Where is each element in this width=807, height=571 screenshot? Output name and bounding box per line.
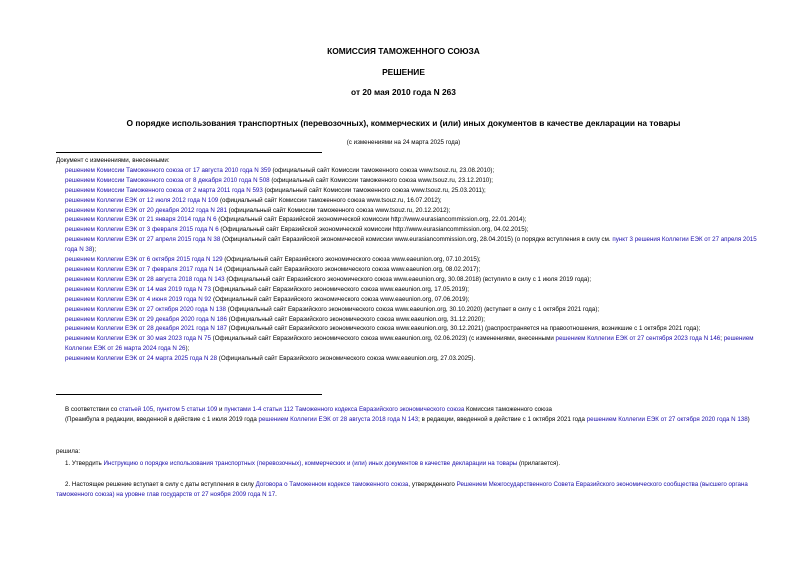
text-span: (прилагается).: [517, 460, 561, 467]
change-link[interactable]: решением Коллегии ЕЭК от 6 октября 2015 года N 129: [65, 256, 223, 264]
change-item: [56, 196, 765, 206]
change-link[interactable]: решением Коллегии ЕЭК от 29 декабря 2020 года N 186: [65, 315, 227, 323]
link-decision-138[interactable]: решением Коллегии ЕЭК от 27 октября 2020 года N 138: [586, 415, 748, 423]
link-instruction[interactable]: Инструкцию о порядке использования транспортных (перевозочных), коммерческих и (или) иных документов в качестве декларации на товары: [103, 460, 518, 467]
change-text: (Официальный сайт Евразийской экономической комиссии www.eurasiancommission.org, 28.04.2015) (о порядке вступления в силу см.: [220, 236, 613, 244]
preamble-note: [56, 415, 765, 425]
change-text: ;: [720, 335, 724, 343]
change-link[interactable]: решением Комиссии Таможенного союза от 8 декабря 2010 года N 508: [65, 176, 270, 184]
link-customs-code-treaty[interactable]: Договора о Таможенном кодексе таможенного союза: [255, 481, 409, 488]
change-text: (Официальный сайт Евразийского экономического союза www.eaeunion.org, 30.12.2021) (распространяется на правоотношения, возникшие с 1 октября 2021 года);: [226, 325, 701, 333]
change-text: (официальный сайт Комиссии таможенного союза www.tsouz.ru, 23.08.2010);: [270, 166, 495, 174]
preamble: [56, 405, 765, 425]
bottom-divider: [56, 394, 322, 395]
text-span: и: [217, 406, 225, 413]
changes-list: [56, 166, 765, 364]
change-text: (Официальный сайт Евразийского экономического союза www.eaeunion.org, 08.02.2017);: [222, 265, 481, 273]
changes-intro: Документ с изменениями, внесенными:: [56, 157, 170, 164]
change-text: (официальный сайт Комиссии таможенного союза www.tsouz.ru, 25.03.2011);: [262, 186, 486, 194]
change-text: );: [185, 345, 190, 353]
change-item: [56, 315, 765, 325]
text-span: ,: [153, 406, 157, 413]
text-span: 1. Утвердить: [65, 460, 104, 467]
change-text: (Официальный сайт Евразийской экономической комиссии http://www.eurasiancommission.org, 22.01.2014);: [216, 216, 527, 224]
change-item: [56, 255, 765, 265]
change-item: [56, 176, 765, 186]
change-link[interactable]: решением Коллегии ЕЭК от 7 февраля 2017 года N 14: [65, 265, 223, 273]
change-link[interactable]: решением Коллегии ЕЭК от 27 сентября 2023 года N 146: [555, 335, 721, 343]
top-divider: [56, 152, 322, 153]
change-text: (Официальный сайт Евразийского экономического союза www.eaeunion.org, 07.10.2015);: [222, 256, 481, 264]
change-link[interactable]: решением Коллегии ЕЭК от 26 марта 2024 года N 26: [65, 335, 754, 353]
change-item: [56, 215, 765, 225]
preamble-text: [56, 405, 765, 415]
change-item: [56, 275, 765, 285]
change-link[interactable]: решением Коллегии ЕЭК от 4 июня 2019 года N 92: [65, 295, 212, 303]
change-text: (Официальный сайт Евразийского экономического союза www.eaeunion.org, 31.12.2020);: [226, 315, 486, 323]
link-article-105[interactable]: статьей 105: [118, 406, 154, 413]
text-span: ; в редакции, введенной в действие с 1 октября 2021 года: [418, 415, 587, 423]
item-2: [56, 480, 765, 500]
document-kind-heading: РЕШЕНИЕ: [382, 67, 425, 77]
change-text: (Официальный сайт Евразийского экономического союза www.eaeunion.org, 07.06.2019);: [211, 295, 470, 303]
change-item: [56, 354, 765, 364]
text-span: 2. Настоящее решение вступает в силу с даты вступления в силу: [65, 481, 256, 488]
change-text: (Официальный сайт Евразийского экономического союза www.eaeunion.org, 02.06.2023) (с изменениями, внесенными: [210, 335, 556, 343]
change-link[interactable]: решением Комиссии Таможенного союза от 17 августа 2010 года N 359: [65, 166, 271, 174]
text-span: (Преамбула в редакции, введенной в действие с 1 июля 2019 года: [65, 415, 259, 423]
change-link[interactable]: пункт 3 решения Коллегии ЕЭК от 27 апреля 2015 года N 38: [65, 236, 757, 254]
change-text: (Официальный сайт Евразийского экономического союза www.eaeunion.org, 17.05.2019);: [210, 285, 470, 293]
text-span: , утвержденного: [408, 481, 457, 488]
change-item: [56, 235, 765, 255]
change-link[interactable]: решением Коллегии ЕЭК от 14 мая 2019 года N 73: [65, 285, 211, 293]
change-item: [56, 265, 765, 275]
text-span: Комиссия таможенного союза: [464, 406, 552, 413]
change-text: (Официальный сайт Евразийской экономической комиссии http://www.eurasiancommission.org, 04.02.2015);: [218, 226, 529, 234]
change-item: [56, 334, 765, 354]
link-interstate-council-decision[interactable]: Решением Межгосударственного Совета Евразийского экономического сообщества (высшего органа таможенного союза) на уровне глав государств от 27 ноября 2009 года N 17: [56, 481, 748, 498]
change-link[interactable]: решением Коллегии ЕЭК от 27 октября 2020 года N 138: [65, 305, 226, 313]
change-item: [56, 166, 765, 176]
change-item: [56, 324, 765, 334]
change-text: (официальный сайт Комиссии таможенного союза www.tsouz.ru, 23.12.2010);: [269, 176, 494, 184]
change-item: [56, 305, 765, 315]
link-decision-143[interactable]: решением Коллегии ЕЭК от 28 августа 2018 года N 143: [258, 415, 419, 423]
change-link[interactable]: решением Коллегии ЕЭК от 12 июля 2012 года N 109: [65, 196, 219, 204]
change-item: [56, 206, 765, 216]
item-1: [56, 459, 765, 469]
text-span: В соответствии со: [65, 406, 119, 413]
change-link[interactable]: решением Коллегии ЕЭК от 30 мая 2023 года N 75: [65, 335, 211, 343]
change-text: (Официальный сайт Евразийского экономического союза www.eaeunion.org, 27.03.2025).: [217, 355, 476, 363]
document-subtitle: (с изменениями на 24 марта 2025 года): [346, 139, 461, 146]
link-article-112[interactable]: пунктами 1-4 статьи 112 Таможенного кодекса Евразийского экономического союза: [224, 406, 465, 413]
change-link[interactable]: решением Коллегии ЕЭК от 28 августа 2018 года N 143: [65, 275, 225, 283]
change-link[interactable]: решением Коллегии ЕЭК от 21 января 2014 года N 6: [65, 216, 217, 224]
document-title: О порядке использования транспортных (перевозочных), коммерческих и (или) иных документов в качестве декларации на товары: [126, 118, 681, 128]
change-text: );: [92, 246, 97, 254]
change-link[interactable]: решением Коллегии ЕЭК от 20 декабря 2012 года N 281: [65, 206, 227, 214]
resolved-label: решила:: [56, 448, 81, 455]
text-span: .: [275, 490, 277, 498]
change-item: [56, 295, 765, 305]
issuer-heading: КОМИССИЯ ТАМОЖЕННОГО СОЮЗА: [327, 46, 480, 56]
change-item: [56, 285, 765, 295]
change-link[interactable]: решением Коллегии ЕЭК от 28 декабря 2021 года N 187: [65, 325, 227, 333]
change-item: [56, 186, 765, 196]
change-text: (официальный сайт Комиссии таможенного союза www.tsouz.ru, 16.07.2012);: [218, 196, 442, 204]
change-link[interactable]: решением Коллегии ЕЭК от 27 апреля 2015 года N 38: [65, 236, 221, 244]
change-link[interactable]: решением Комиссии Таможенного союза от 2 марта 2011 года N 593: [65, 186, 263, 194]
change-item: [56, 225, 765, 235]
document-date-heading: от 20 мая 2010 года N 263: [351, 87, 456, 97]
change-link[interactable]: решением Коллегии ЕЭК от 3 февраля 2015 года N 6: [65, 226, 219, 234]
link-article-109[interactable]: пунктом 5 статьи 109: [156, 406, 218, 413]
text-span: ): [747, 415, 750, 423]
changes-block: [56, 156, 765, 364]
change-text: (официальный сайт Комиссии таможенного союза www.tsouz.ru, 20.12.2012);: [226, 206, 451, 214]
change-text: (Официальный сайт Евразийского экономического союза www.eaeunion.org, 30.08.2018) (вступило в силу с 1 июля 2019 года);: [224, 275, 592, 283]
change-text: (Официальный сайт Евразийского экономического союза www.eaeunion.org, 30.10.2020) (вступает в силу с 1 октября 2021 года);: [225, 305, 600, 313]
change-link[interactable]: решением Коллегии ЕЭК от 24 марта 2025 года N 28: [65, 355, 218, 363]
